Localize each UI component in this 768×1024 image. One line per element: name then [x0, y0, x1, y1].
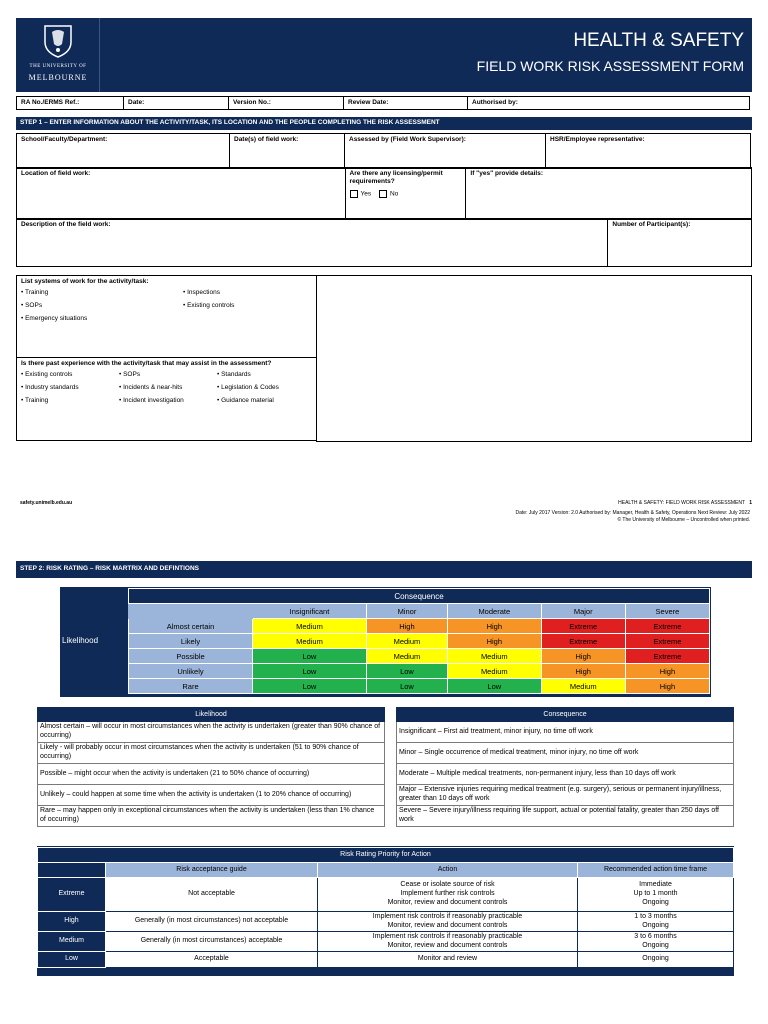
priority-time-line: Ongoing [642, 955, 669, 963]
priority-action [318, 952, 578, 968]
matrix-cell: High [625, 664, 709, 679]
school-field[interactable]: School/Faculty/Department: [16, 133, 230, 169]
yes-checkbox[interactable] [350, 190, 358, 198]
priority-time-line: Ongoing [642, 921, 669, 929]
definition-item: Major – Extensive injuries requiring medical treatment (e.g. surgery), serious or permanent injury/illness, greater than 10 days off work [397, 785, 734, 806]
logo-line2: MELBOURNE [28, 73, 88, 82]
date-field[interactable]: Date: [123, 96, 229, 110]
matrix-column-header: Severe [625, 604, 709, 619]
info-row [16, 134, 752, 169]
likelihood-defs-title: Likelihood [38, 708, 385, 722]
bullet-item: • Incidents & near-hits [119, 384, 183, 392]
matrix-cell: Medium [366, 634, 447, 649]
matrix-row [129, 664, 710, 679]
priority-guide: Generally (in most circumstances) acceptable [106, 932, 318, 952]
matrix-row [129, 679, 710, 694]
footer-page-label: HEALTH & SAFETY: FIELD WORK RISK ASSESSMENT 1 [618, 500, 752, 506]
matrix-cell: Low [447, 679, 541, 694]
matrix-row-label: Almost certain [129, 619, 253, 634]
page-subtitle: FIELD WORK RISK ASSESSMENT FORM [476, 58, 744, 74]
priority-row [38, 878, 734, 912]
matrix-cell: Low [253, 649, 367, 664]
matrix-cell: High [541, 664, 625, 679]
bullet-item: • Guidance material [217, 397, 274, 405]
matrix-cell: High [541, 649, 625, 664]
matrix-row-label: Likely [129, 634, 253, 649]
matrix-cell: Extreme [541, 634, 625, 649]
priority-time-line: Ongoing [642, 941, 669, 949]
systems-title: List systems of work for the activity/task: [21, 278, 149, 285]
bullet-item: • Existing controls [21, 371, 73, 379]
no-checkbox[interactable] [379, 190, 387, 198]
participants-field[interactable]: Number of Participant(s): [607, 218, 752, 267]
logo-line1: THE UNIVERSITY OF [29, 64, 87, 69]
col-header-time: Recommended action time frame [578, 863, 734, 878]
definition-item: Insignificant – First aid treatment, minor injury, no time off work [397, 722, 734, 743]
ra-number-field[interactable]: RA No./ERMS Ref.: [16, 96, 124, 110]
matrix-row [129, 619, 710, 634]
matrix-cell: Low [253, 679, 367, 694]
matrix-cell: Medium [366, 649, 447, 664]
no-label: No [389, 190, 399, 198]
col-header-action: Action [318, 863, 578, 878]
matrix-row-label: Unlikely [129, 664, 253, 679]
priority-action-line: Monitor, review and document controls [387, 921, 508, 929]
priority-label: Low [38, 952, 106, 968]
matrix-cell: Medium [447, 649, 541, 664]
bullet-item: • Emergency situations [21, 315, 88, 323]
priority-label: Extreme [38, 878, 106, 912]
priority-title: Risk Rating Priority for Action [38, 848, 734, 863]
priority-time-line: Ongoing [642, 898, 669, 906]
matrix-column-header: Insignificant [253, 604, 367, 619]
location-row [16, 168, 752, 220]
col-header-guide: Risk acceptance guide [106, 863, 318, 878]
systems-cell [16, 275, 317, 358]
matrix-cell: Low [366, 679, 447, 694]
priority-guide: Acceptable [106, 952, 318, 968]
description-field[interactable]: Description of the field work: [16, 218, 608, 267]
fieldwork-dates-field[interactable]: Date(s) of field work: [229, 133, 345, 169]
priority-action [318, 932, 578, 952]
matrix-cell: Low [253, 664, 367, 679]
matrix-cell: High [447, 619, 541, 634]
bullet-item: • Training [21, 289, 49, 297]
matrix-row [129, 634, 710, 649]
details-field[interactable]: If "yes" provide details: [465, 167, 752, 220]
priority-action-line: Implement risk controls if reasonably practicable [372, 932, 523, 940]
systems-response-field[interactable] [316, 275, 752, 442]
university-logo [16, 18, 100, 92]
priority-time-line: Up to 1 month [633, 890, 678, 898]
footer-url[interactable]: safety.unimelb.edu.au [20, 500, 73, 506]
priority-guide: Generally (in most circumstances) not acceptable [106, 912, 318, 932]
matrix-cell: Low [366, 664, 447, 679]
bullet-item: • SOPs [21, 302, 43, 310]
consequence-table [396, 707, 734, 827]
licensing-cell [345, 167, 467, 220]
consequence-defs-title: Consequence [397, 708, 734, 722]
priority-action-line: Implement further risk controls [400, 890, 495, 898]
step1-banner: STEP 1 – ENTER INFORMATION ABOUT THE ACTIVITY/TASK, ITS LOCATION AND THE PEOPLE COMPLETING THE RISK ASSESSMENT [16, 117, 752, 130]
assessed-by-field[interactable]: Assessed by (Field Work Supervisor): [344, 133, 546, 169]
priority-time [578, 878, 734, 912]
matrix-cell: Extreme [625, 619, 709, 634]
priority-time-line: 3 to 6 months [634, 932, 677, 940]
matrix-cell: Medium [253, 634, 367, 649]
yes-label: Yes [360, 190, 372, 198]
priority-action [318, 878, 578, 912]
matrix-corner [129, 604, 253, 619]
meta-row [16, 97, 752, 110]
priority-time-line: Immediate [639, 881, 672, 889]
bullet-item: • Legislation & Codes [217, 384, 279, 392]
matrix-cell: High [366, 619, 447, 634]
matrix-row-label: Rare [129, 679, 253, 694]
matrix-cell: Extreme [541, 619, 625, 634]
review-date-field[interactable]: Review Date: [343, 96, 468, 110]
footer-copyright: © The University of Melbourne – Uncontrolled when printed. [617, 517, 750, 523]
bullet-item: • Training [21, 397, 49, 405]
matrix-cell: Extreme [625, 649, 709, 664]
priority-time [578, 952, 734, 968]
matrix-column-header: Moderate [447, 604, 541, 619]
matrix-cell: Medium [541, 679, 625, 694]
bullet-item: • Standards [217, 371, 251, 379]
definition-item: Possible – might occur when the activity is undertaken (21 to 50% chance of occurring) [38, 764, 385, 785]
definition-item: Minor – Single occurrence of medical treatment, minor injury, no time off work [397, 743, 734, 764]
definition-item: Almost certain – will occur in most circumstances when the activity is undertaken (greater than 90% chance of occurring) [38, 722, 385, 743]
bullet-item: • SOPs [119, 371, 141, 379]
footer-version: Date: July 2017 Version: 2.0 Authorised by: Manager, Health & Safety, Operations Next Review: July 2022 [515, 510, 750, 516]
description-row [16, 219, 752, 267]
bullet-item: • Incident investigation [119, 397, 184, 405]
priority-label: High [38, 912, 106, 932]
matrix-cell: Extreme [625, 634, 709, 649]
matrix-cell: Medium [447, 664, 541, 679]
bullet-item: • Industry standards [21, 384, 79, 392]
authorised-by-field[interactable]: Authorised by: [467, 96, 750, 110]
definition-item: Severe – Severe injury/illness requiring life support, actual or potential fatality, greater than 250 days off work [397, 806, 734, 827]
crest-icon [43, 24, 73, 58]
matrix-column-header: Major [541, 604, 625, 619]
page-title: HEALTH & SAFETY [573, 30, 744, 51]
matrix-row-label: Possible [129, 649, 253, 664]
experience-title: Is there past experience with the activity/task that may assist in the assessment? [21, 360, 272, 367]
priority-table [37, 847, 734, 968]
priority-action-line: Cease or isolate source of risk [400, 881, 495, 889]
matrix-cell: High [625, 679, 709, 694]
priority-row [38, 912, 734, 932]
priority-time [578, 932, 734, 952]
definition-item: Unlikely – could happen at some time when the activity is undertaken (1 to 20% chance of occurring) [38, 785, 385, 806]
matrix-cell: High [447, 634, 541, 649]
risk-matrix [128, 588, 710, 694]
priority-time [578, 912, 734, 932]
matrix-row [129, 649, 710, 664]
priority-action-line: Implement risk controls if reasonably practicable [372, 912, 523, 920]
priority-time-line: 1 to 3 months [634, 912, 677, 920]
definition-item: Moderate – Multiple medical treatments, non-permanent injury, less than 10 days off work [397, 764, 734, 785]
licensing-question: Are there any licensing/permit requirements? [349, 170, 443, 186]
location-field[interactable]: Location of field work: [16, 167, 346, 220]
likelihood-table [37, 707, 385, 827]
step2-banner: STEP 2: RISK RATING – RISK MARTRIX AND DEFINTIONS [16, 561, 752, 578]
priority-corner [38, 863, 106, 878]
likelihood-header: Likelihood [62, 636, 99, 645]
priority-label: Medium [38, 932, 106, 952]
definition-item: Likely - will probably occur in most circumstances when the activity is undertaken (51 to 90% chance of occurring) [38, 743, 385, 764]
bullet-item: • Inspections [183, 289, 220, 297]
priority-action-line: Monitor, review and document controls [387, 941, 508, 949]
priority-action-line: Monitor and review [417, 955, 478, 963]
matrix-cell: Medium [253, 619, 367, 634]
priority-action-line: Monitor, review and document controls [387, 898, 508, 906]
version-field[interactable]: Version No.: [228, 96, 344, 110]
definition-item: Rare – may happen only in exceptional circumstances when the activity is undertaken (less than 1% chance of occurring) [38, 806, 385, 827]
experience-cell [16, 357, 317, 441]
priority-row [38, 952, 734, 968]
bullet-item: • Existing controls [183, 302, 235, 310]
hsr-field[interactable]: HSR/Employee representative: [545, 133, 751, 169]
priority-action [318, 912, 578, 932]
matrix-column-header: Minor [366, 604, 447, 619]
priority-guide: Not acceptable [106, 878, 318, 912]
priority-row [38, 932, 734, 952]
consequence-header: Consequence [129, 589, 710, 604]
systems-experience-block [16, 276, 752, 442]
